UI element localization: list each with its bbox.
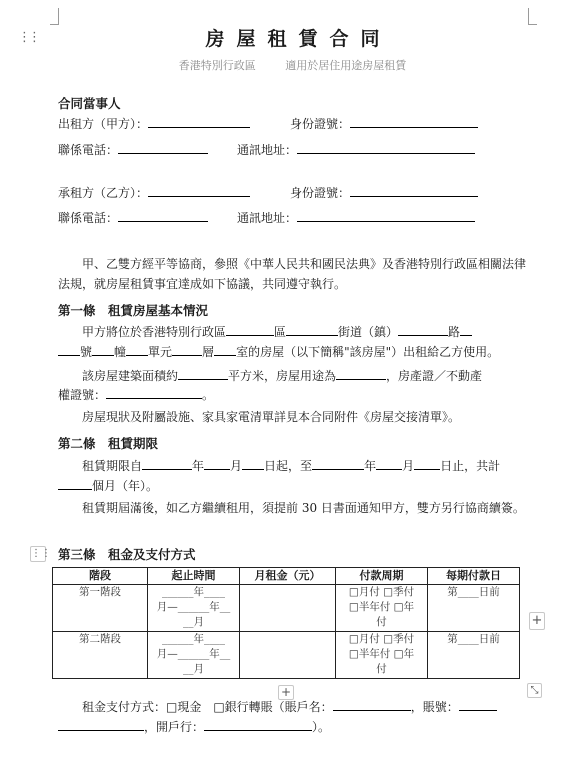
- cycle-cell[interactable]: □月付 □季付 □半年付 □年 付: [336, 585, 428, 632]
- end-month-field[interactable]: [376, 456, 402, 470]
- article-1-p2-line2: 權證號： 。: [58, 385, 214, 405]
- table-row: [53, 632, 520, 679]
- lessee-id-field[interactable]: [350, 183, 478, 197]
- lessee-phone-field[interactable]: [118, 208, 208, 222]
- lessee-address-row: [237, 208, 475, 228]
- article-1-p1-line2: 號 幢 單元 層 室的房屋（以下簡稱"該房屋"）出租給乙方使用。: [58, 342, 499, 362]
- crop-mark-top-right: [528, 8, 537, 25]
- unit-field[interactable]: [126, 342, 148, 356]
- end-day-field[interactable]: [414, 456, 440, 470]
- article-2-p1-line1: 租賃期限自 年 月 日起，至 年 月 日止，共計: [58, 456, 500, 476]
- document-title: 房屋租賃合同: [205, 28, 392, 50]
- area-field[interactable]: [178, 366, 228, 380]
- lessee-address-label: 通訊地址：: [237, 211, 298, 225]
- lessor-row: [58, 114, 250, 134]
- months-total-field[interactable]: [58, 476, 92, 490]
- account-number-field[interactable]: [459, 697, 497, 711]
- add-column-icon[interactable]: +: [529, 612, 545, 630]
- article-2-heading: 第二條 租賃期限: [58, 436, 159, 451]
- table-row: [53, 585, 520, 632]
- stage-cell[interactable]: 第一階段: [53, 585, 148, 632]
- subtitle-region: 香港特別行政區: [178, 59, 256, 72]
- header-payday: 每期付款日: [428, 568, 520, 585]
- rent-table-header: [53, 568, 520, 585]
- subtitle-usage: 適用於居住用途房屋租賃: [285, 59, 407, 72]
- lessor-id-label: 身份證號：: [290, 117, 351, 131]
- lessee-id-label: 身份證號：: [290, 186, 351, 200]
- certificate-field[interactable]: [106, 385, 202, 399]
- rent-table: [52, 567, 520, 679]
- start-day-field[interactable]: [242, 456, 264, 470]
- article-2-p1-line2: 個月（年）。: [58, 476, 158, 496]
- lessor-phone-row: [58, 140, 208, 160]
- article-1-heading: 第一條 租賃房屋基本情況: [58, 303, 209, 318]
- rent-cell[interactable]: [240, 632, 336, 679]
- lessee-phone-label: 聯係電話：: [58, 211, 119, 225]
- lessor-name-field[interactable]: [148, 114, 250, 128]
- lessee-id-row: [290, 183, 478, 203]
- lessor-phone-field[interactable]: [118, 140, 208, 154]
- article-1-p3: 房屋現狀及附屬設施、家具家電清單詳見本合同附件《房屋交接清單》。: [82, 410, 461, 424]
- lessor-id-row: [290, 114, 478, 134]
- lessee-phone-row: [58, 208, 208, 228]
- parties-heading: 合同當事人: [58, 96, 121, 111]
- header-period: 起止時間: [148, 568, 240, 585]
- bank-field[interactable]: [204, 717, 312, 731]
- document-subtitle: [0, 57, 585, 73]
- district-field[interactable]: [226, 322, 274, 336]
- end-year-field[interactable]: [312, 456, 364, 470]
- cycle-cell[interactable]: □月付 □季付 □半年付 □年 付: [336, 632, 428, 679]
- period-cell[interactable]: ______年____ 月—______年__ __月: [148, 585, 240, 632]
- start-year-field[interactable]: [142, 456, 192, 470]
- street-field[interactable]: [286, 322, 338, 336]
- payday-cell[interactable]: 第____日前: [428, 585, 520, 632]
- road-field[interactable]: [398, 322, 448, 336]
- lessor-address-row: [237, 140, 475, 160]
- intro-paragraph: 甲、乙雙方經平等協商，參照《中華人民共和國民法典》及香港特別行政區相關法律法規，就房屋租賃事宜達成如下協議，共同遵守執行。: [58, 257, 527, 291]
- add-row-icon[interactable]: +: [278, 685, 294, 700]
- crop-mark-top-left: [50, 8, 59, 25]
- payment-line1: 租金支付方式：□現金 □銀行轉賬（賬戶名： ，賬號：: [58, 697, 497, 717]
- header-rent: 月租金（元）: [240, 568, 336, 585]
- stage-cell[interactable]: 第二階段: [53, 632, 148, 679]
- article-3-heading: 第三條 租金及支付方式: [58, 547, 196, 562]
- lessee-label: 承租方（乙方）：: [58, 186, 149, 200]
- road-cont-field[interactable]: [460, 322, 472, 336]
- article-1-p1-line1: 甲方將位於香港特別行政區 區 街道（鎮） 路: [58, 322, 472, 342]
- rent-cell[interactable]: [240, 585, 336, 632]
- header-stage: 階段: [53, 568, 148, 585]
- table-resize-icon[interactable]: ⤡: [527, 683, 542, 698]
- room-field[interactable]: [214, 342, 236, 356]
- usage-field[interactable]: [336, 366, 386, 380]
- building-field[interactable]: [92, 342, 114, 356]
- lessor-address-field[interactable]: [297, 140, 475, 154]
- lessor-phone-label: 聯係電話：: [58, 143, 119, 157]
- header-cycle: 付款周期: [336, 568, 428, 585]
- table-drag-handle-icon[interactable]: ⋮⋮: [30, 546, 46, 562]
- account-name-field[interactable]: [333, 697, 411, 711]
- lessee-row: [58, 183, 250, 203]
- lessee-name-field[interactable]: [148, 183, 250, 197]
- lessor-address-label: 通訊地址：: [237, 143, 298, 157]
- floor-field[interactable]: [172, 342, 202, 356]
- period-cell[interactable]: ______年____ 月—______年__ __月: [148, 632, 240, 679]
- lessor-label: 出租方（甲方）：: [58, 117, 149, 131]
- payment-line2: ，開戶行： ）。: [58, 717, 330, 737]
- number-field[interactable]: [58, 342, 80, 356]
- payday-cell[interactable]: 第____日前: [428, 632, 520, 679]
- drag-handle-icon[interactable]: ⋮⋮: [18, 30, 38, 45]
- start-month-field[interactable]: [204, 456, 230, 470]
- article-1-p2-line1: 該房屋建築面積約 平方米，房屋用途為 ，房產證／不動產: [58, 366, 482, 386]
- lessor-id-field[interactable]: [350, 114, 478, 128]
- account-number-cont-field[interactable]: [58, 717, 144, 731]
- lessee-address-field[interactable]: [297, 208, 475, 222]
- article-2-p2: 租賃期屆滿後，如乙方繼續租用，須提前 30 日書面通知甲方，雙方另行協商續簽。: [82, 501, 525, 515]
